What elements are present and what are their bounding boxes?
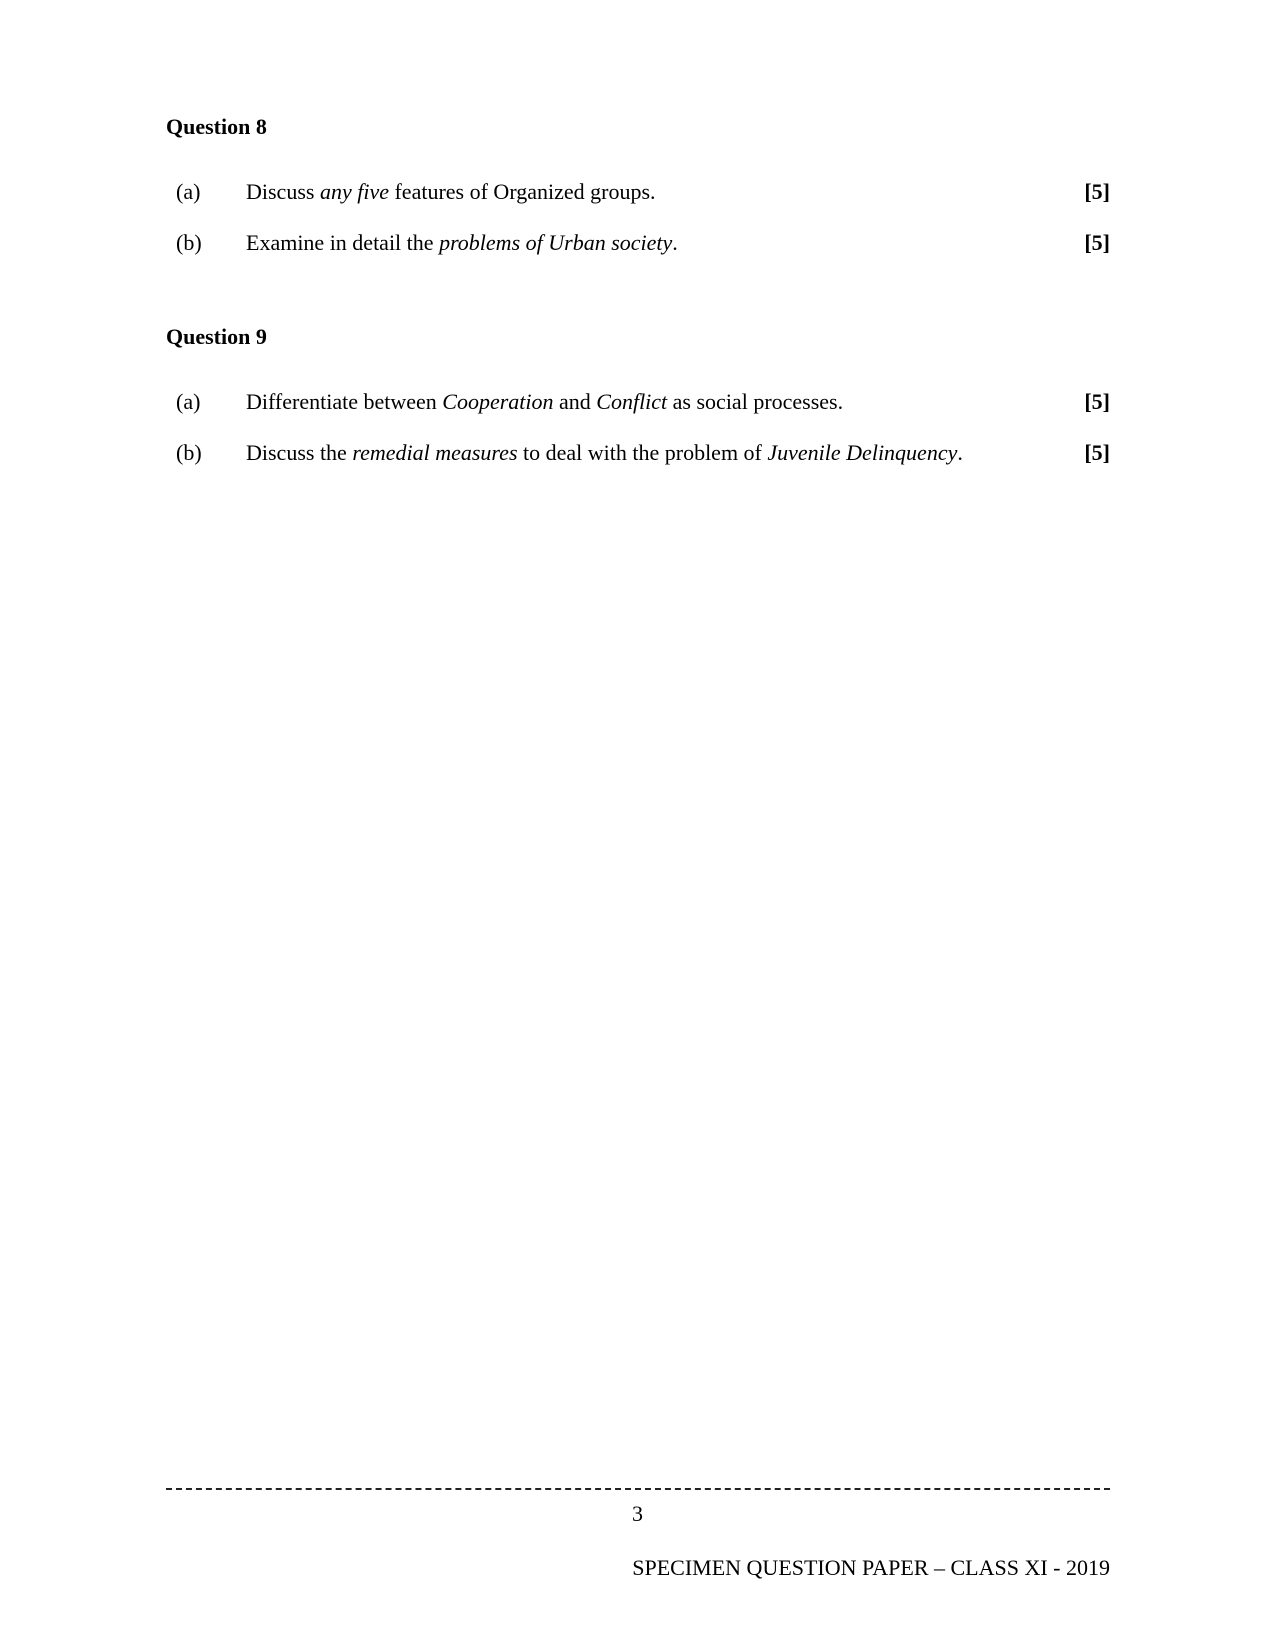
part-text: Examine in detail the problems of Urban society. <box>246 230 678 255</box>
part-label: (b) <box>176 440 202 465</box>
part-label: (a) <box>176 179 201 204</box>
part-label: (a) <box>176 389 201 414</box>
marks-label: [5] <box>1084 230 1110 255</box>
footer-title: SPECIMEN QUESTION PAPER – CLASS XI - 2019 <box>632 1555 1110 1580</box>
marks-label: [5] <box>1084 440 1110 465</box>
question-8-heading: Question 8 <box>166 114 267 139</box>
marks-label: [5] <box>1084 179 1110 204</box>
question-9-part-b <box>176 438 1110 468</box>
question-8-part-a <box>176 177 1110 207</box>
marks-label: [5] <box>1084 389 1110 414</box>
footer-divider <box>166 1488 1110 1490</box>
part-label: (b) <box>176 230 202 255</box>
question-8-part-b <box>176 228 1110 258</box>
part-text: Differentiate between Cooperation and Conflict as social processes. <box>246 389 844 414</box>
question-9-part-a <box>176 387 1110 417</box>
part-text: Discuss any five features of Organized groups. <box>246 179 656 204</box>
page-number: 3 <box>632 1501 643 1526</box>
question-9-heading: Question 9 <box>166 324 267 349</box>
part-text: Discuss the remedial measures to deal with the problem of Juvenile Delinquency. <box>246 440 963 465</box>
